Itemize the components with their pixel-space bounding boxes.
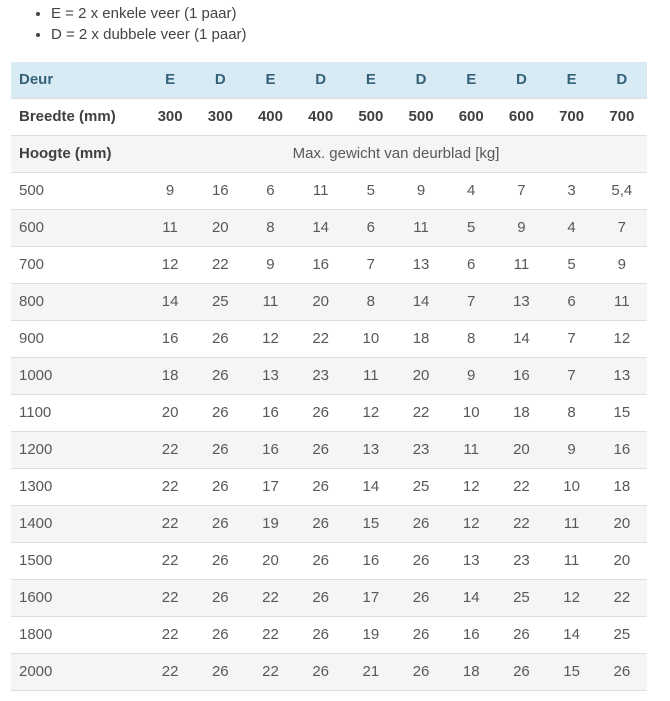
row-label-cell: 1100	[11, 395, 145, 432]
weight-value-cell: 20	[145, 395, 195, 432]
weight-value-cell: 11	[547, 543, 597, 580]
weight-value-cell: 26	[195, 395, 245, 432]
weight-value-cell: 7	[547, 321, 597, 358]
spring-type-header-cell: E	[446, 62, 496, 99]
weight-value-cell: 9	[496, 210, 546, 247]
weight-value-cell: 10	[446, 395, 496, 432]
weight-value-cell: 13	[597, 358, 647, 395]
weight-value-cell: 26	[195, 506, 245, 543]
weight-value-cell: 23	[296, 358, 346, 395]
weight-value-cell: 14	[547, 617, 597, 654]
weight-value-cell: 22	[245, 654, 295, 691]
hoogte-label-cell: Hoogte (mm)	[11, 136, 145, 173]
legend-list	[11, 3, 647, 45]
weight-value-cell: 25	[597, 617, 647, 654]
weight-value-cell: 6	[346, 210, 396, 247]
weight-value-cell: 12	[597, 321, 647, 358]
row-label-cell: 500	[11, 173, 145, 210]
weight-value-cell: 8	[245, 210, 295, 247]
weight-value-cell: 5	[446, 210, 496, 247]
spring-type-header-cell: E	[145, 62, 195, 99]
weight-value-cell: 26	[496, 654, 546, 691]
breedte-value-cell: 300	[145, 99, 195, 136]
weight-value-cell: 11	[245, 284, 295, 321]
weight-value-cell: 12	[145, 247, 195, 284]
breedte-value-cell: 300	[195, 99, 245, 136]
weight-value-cell: 26	[396, 580, 446, 617]
weight-value-cell: 23	[496, 543, 546, 580]
weight-value-cell: 21	[346, 654, 396, 691]
spring-type-header-cell: E	[245, 62, 295, 99]
weight-value-cell: 5	[547, 247, 597, 284]
weight-value-cell: 7	[496, 173, 546, 210]
weight-value-cell: 8	[446, 321, 496, 358]
table-row	[11, 395, 647, 432]
table-row	[11, 432, 647, 469]
legend-item: • E = 2 x enkele veer (1 paar)	[51, 3, 647, 24]
weight-value-cell: 6	[446, 247, 496, 284]
spring-type-header-cell: D	[195, 62, 245, 99]
weight-value-cell: 15	[597, 395, 647, 432]
weight-value-cell: 16	[446, 617, 496, 654]
row-label-cell: 1500	[11, 543, 145, 580]
weight-value-cell: 14	[346, 469, 396, 506]
weight-value-cell: 25	[496, 580, 546, 617]
weight-value-cell: 22	[145, 506, 195, 543]
weight-value-cell: 16	[245, 432, 295, 469]
row-label-cell: 1000	[11, 358, 145, 395]
row-label-cell: 1400	[11, 506, 145, 543]
weight-value-cell: 26	[597, 654, 647, 691]
weight-value-cell: 26	[396, 617, 446, 654]
weight-value-cell: 22	[145, 654, 195, 691]
deur-header-cell: Deur	[11, 62, 145, 99]
table-row	[11, 617, 647, 654]
weight-value-cell: 18	[396, 321, 446, 358]
weight-value-cell: 26	[296, 506, 346, 543]
spring-type-header-cell: D	[396, 62, 446, 99]
table-row	[11, 580, 647, 617]
weight-value-cell: 14	[446, 580, 496, 617]
weight-value-cell: 26	[195, 654, 245, 691]
weight-value-cell: 14	[496, 321, 546, 358]
weight-value-cell: 9	[245, 247, 295, 284]
weight-value-cell: 26	[195, 358, 245, 395]
row-label-cell: 1600	[11, 580, 145, 617]
breedte-value-cell: 700	[547, 99, 597, 136]
weight-value-cell: 22	[145, 432, 195, 469]
weight-value-cell: 20	[496, 432, 546, 469]
weight-value-cell: 16	[195, 173, 245, 210]
weight-value-cell: 9	[396, 173, 446, 210]
weight-value-cell: 16	[597, 432, 647, 469]
weight-value-cell: 10	[346, 321, 396, 358]
weight-value-cell: 16	[346, 543, 396, 580]
weight-value-cell: 14	[145, 284, 195, 321]
weight-value-cell: 25	[396, 469, 446, 506]
weight-value-cell: 11	[145, 210, 195, 247]
weight-value-cell: 9	[446, 358, 496, 395]
spring-type-header-cell: D	[597, 62, 647, 99]
weight-value-cell: 22	[145, 543, 195, 580]
weight-value-cell: 5	[346, 173, 396, 210]
weight-value-cell: 20	[396, 358, 446, 395]
weight-value-cell: 26	[195, 580, 245, 617]
weight-value-cell: 5,4	[597, 173, 647, 210]
table-row	[11, 321, 647, 358]
weight-value-cell: 13	[245, 358, 295, 395]
weight-value-cell: 4	[446, 173, 496, 210]
weight-value-cell: 26	[396, 543, 446, 580]
weight-value-cell: 16	[245, 395, 295, 432]
weight-value-cell: 22	[296, 321, 346, 358]
weight-value-cell: 26	[296, 543, 346, 580]
weight-value-cell: 17	[245, 469, 295, 506]
weight-value-cell: 26	[396, 506, 446, 543]
weight-value-cell: 3	[547, 173, 597, 210]
weight-value-cell: 20	[296, 284, 346, 321]
legend-item: • D = 2 x dubbele veer (1 paar)	[51, 24, 647, 45]
weight-value-cell: 15	[346, 506, 396, 543]
weight-value-cell: 19	[346, 617, 396, 654]
table-row	[11, 469, 647, 506]
weight-value-cell: 9	[547, 432, 597, 469]
weight-value-cell: 22	[597, 580, 647, 617]
weight-value-cell: 17	[346, 580, 396, 617]
breedte-value-cell: 500	[346, 99, 396, 136]
row-label-cell: 2000	[11, 654, 145, 691]
weight-value-cell: 22	[145, 617, 195, 654]
hoogte-row	[11, 136, 647, 173]
weight-value-cell: 22	[245, 580, 295, 617]
weight-value-cell: 26	[296, 432, 346, 469]
table-row	[11, 210, 647, 247]
weight-value-cell: 22	[245, 617, 295, 654]
weight-value-cell: 26	[296, 654, 346, 691]
spring-type-header-cell: D	[496, 62, 546, 99]
weight-value-cell: 26	[296, 395, 346, 432]
weight-value-cell: 13	[396, 247, 446, 284]
breedte-label-cell: Breedte (mm)	[11, 99, 145, 136]
breedte-value-cell: 500	[396, 99, 446, 136]
weight-value-cell: 26	[296, 469, 346, 506]
weight-value-cell: 7	[547, 358, 597, 395]
weight-value-cell: 22	[496, 506, 546, 543]
weight-value-cell: 11	[597, 284, 647, 321]
weight-value-cell: 15	[547, 654, 597, 691]
weight-value-cell: 14	[396, 284, 446, 321]
weight-value-cell: 26	[195, 469, 245, 506]
table-body	[11, 99, 647, 691]
weight-value-cell: 23	[396, 432, 446, 469]
row-label-cell: 900	[11, 321, 145, 358]
spring-type-header-cell: E	[547, 62, 597, 99]
weight-value-cell: 6	[245, 173, 295, 210]
weight-value-cell: 26	[396, 654, 446, 691]
table-row	[11, 654, 647, 691]
weight-value-cell: 11	[346, 358, 396, 395]
weight-value-cell: 25	[195, 284, 245, 321]
weight-value-cell: 11	[296, 173, 346, 210]
row-label-cell: 1300	[11, 469, 145, 506]
weight-value-cell: 6	[547, 284, 597, 321]
table-row	[11, 506, 647, 543]
weight-value-cell: 20	[597, 506, 647, 543]
table-row	[11, 173, 647, 210]
row-label-cell: 700	[11, 247, 145, 284]
table-row	[11, 358, 647, 395]
weight-value-cell: 16	[145, 321, 195, 358]
weight-value-cell: 19	[245, 506, 295, 543]
weight-value-cell: 8	[547, 395, 597, 432]
weight-value-cell: 11	[496, 247, 546, 284]
weight-value-cell: 20	[245, 543, 295, 580]
breedte-value-cell: 400	[296, 99, 346, 136]
door-spring-weight-table	[11, 62, 647, 691]
weight-value-cell: 12	[446, 506, 496, 543]
row-label-cell: 1800	[11, 617, 145, 654]
weight-value-cell: 26	[296, 580, 346, 617]
weight-value-cell: 12	[547, 580, 597, 617]
row-label-cell: 1200	[11, 432, 145, 469]
table-header-row	[11, 62, 647, 99]
weight-value-cell: 22	[145, 580, 195, 617]
weight-value-cell: 7	[346, 247, 396, 284]
weight-value-cell: 22	[145, 469, 195, 506]
spring-type-header-cell: D	[296, 62, 346, 99]
breedte-value-cell: 600	[496, 99, 546, 136]
breedte-value-cell: 400	[245, 99, 295, 136]
weight-value-cell: 18	[496, 395, 546, 432]
weight-value-cell: 26	[195, 432, 245, 469]
weight-value-cell: 9	[597, 247, 647, 284]
weight-value-cell: 26	[195, 543, 245, 580]
weight-value-cell: 10	[547, 469, 597, 506]
weight-value-cell: 18	[145, 358, 195, 395]
row-label-cell: 600	[11, 210, 145, 247]
weight-value-cell: 12	[346, 395, 396, 432]
weight-value-cell: 26	[195, 617, 245, 654]
weight-value-cell: 18	[597, 469, 647, 506]
weight-value-cell: 7	[597, 210, 647, 247]
weight-value-cell: 11	[446, 432, 496, 469]
breedte-row	[11, 99, 647, 136]
breedte-value-cell: 700	[597, 99, 647, 136]
weight-value-cell: 13	[446, 543, 496, 580]
weight-value-cell: 18	[446, 654, 496, 691]
row-label-cell: 800	[11, 284, 145, 321]
weight-value-cell: 14	[296, 210, 346, 247]
weight-value-cell: 12	[446, 469, 496, 506]
spring-type-header-cell: E	[346, 62, 396, 99]
weight-value-cell: 4	[547, 210, 597, 247]
weight-value-cell: 26	[496, 617, 546, 654]
table-row	[11, 543, 647, 580]
weight-value-cell: 11	[396, 210, 446, 247]
weight-value-cell: 22	[195, 247, 245, 284]
max-weight-span-cell: Max. gewicht van deurblad [kg]	[145, 136, 647, 173]
weight-value-cell: 26	[296, 617, 346, 654]
weight-value-cell: 13	[496, 284, 546, 321]
weight-value-cell: 8	[346, 284, 396, 321]
weight-value-cell: 12	[245, 321, 295, 358]
weight-value-cell: 22	[396, 395, 446, 432]
weight-value-cell: 7	[446, 284, 496, 321]
weight-value-cell: 13	[346, 432, 396, 469]
weight-value-cell: 20	[597, 543, 647, 580]
weight-value-cell: 16	[496, 358, 546, 395]
weight-value-cell: 22	[496, 469, 546, 506]
weight-value-cell: 16	[296, 247, 346, 284]
weight-value-cell: 20	[195, 210, 245, 247]
weight-value-cell: 9	[145, 173, 195, 210]
weight-value-cell: 26	[195, 321, 245, 358]
table-row	[11, 284, 647, 321]
breedte-value-cell: 600	[446, 99, 496, 136]
weight-value-cell: 11	[547, 506, 597, 543]
table-row	[11, 247, 647, 284]
